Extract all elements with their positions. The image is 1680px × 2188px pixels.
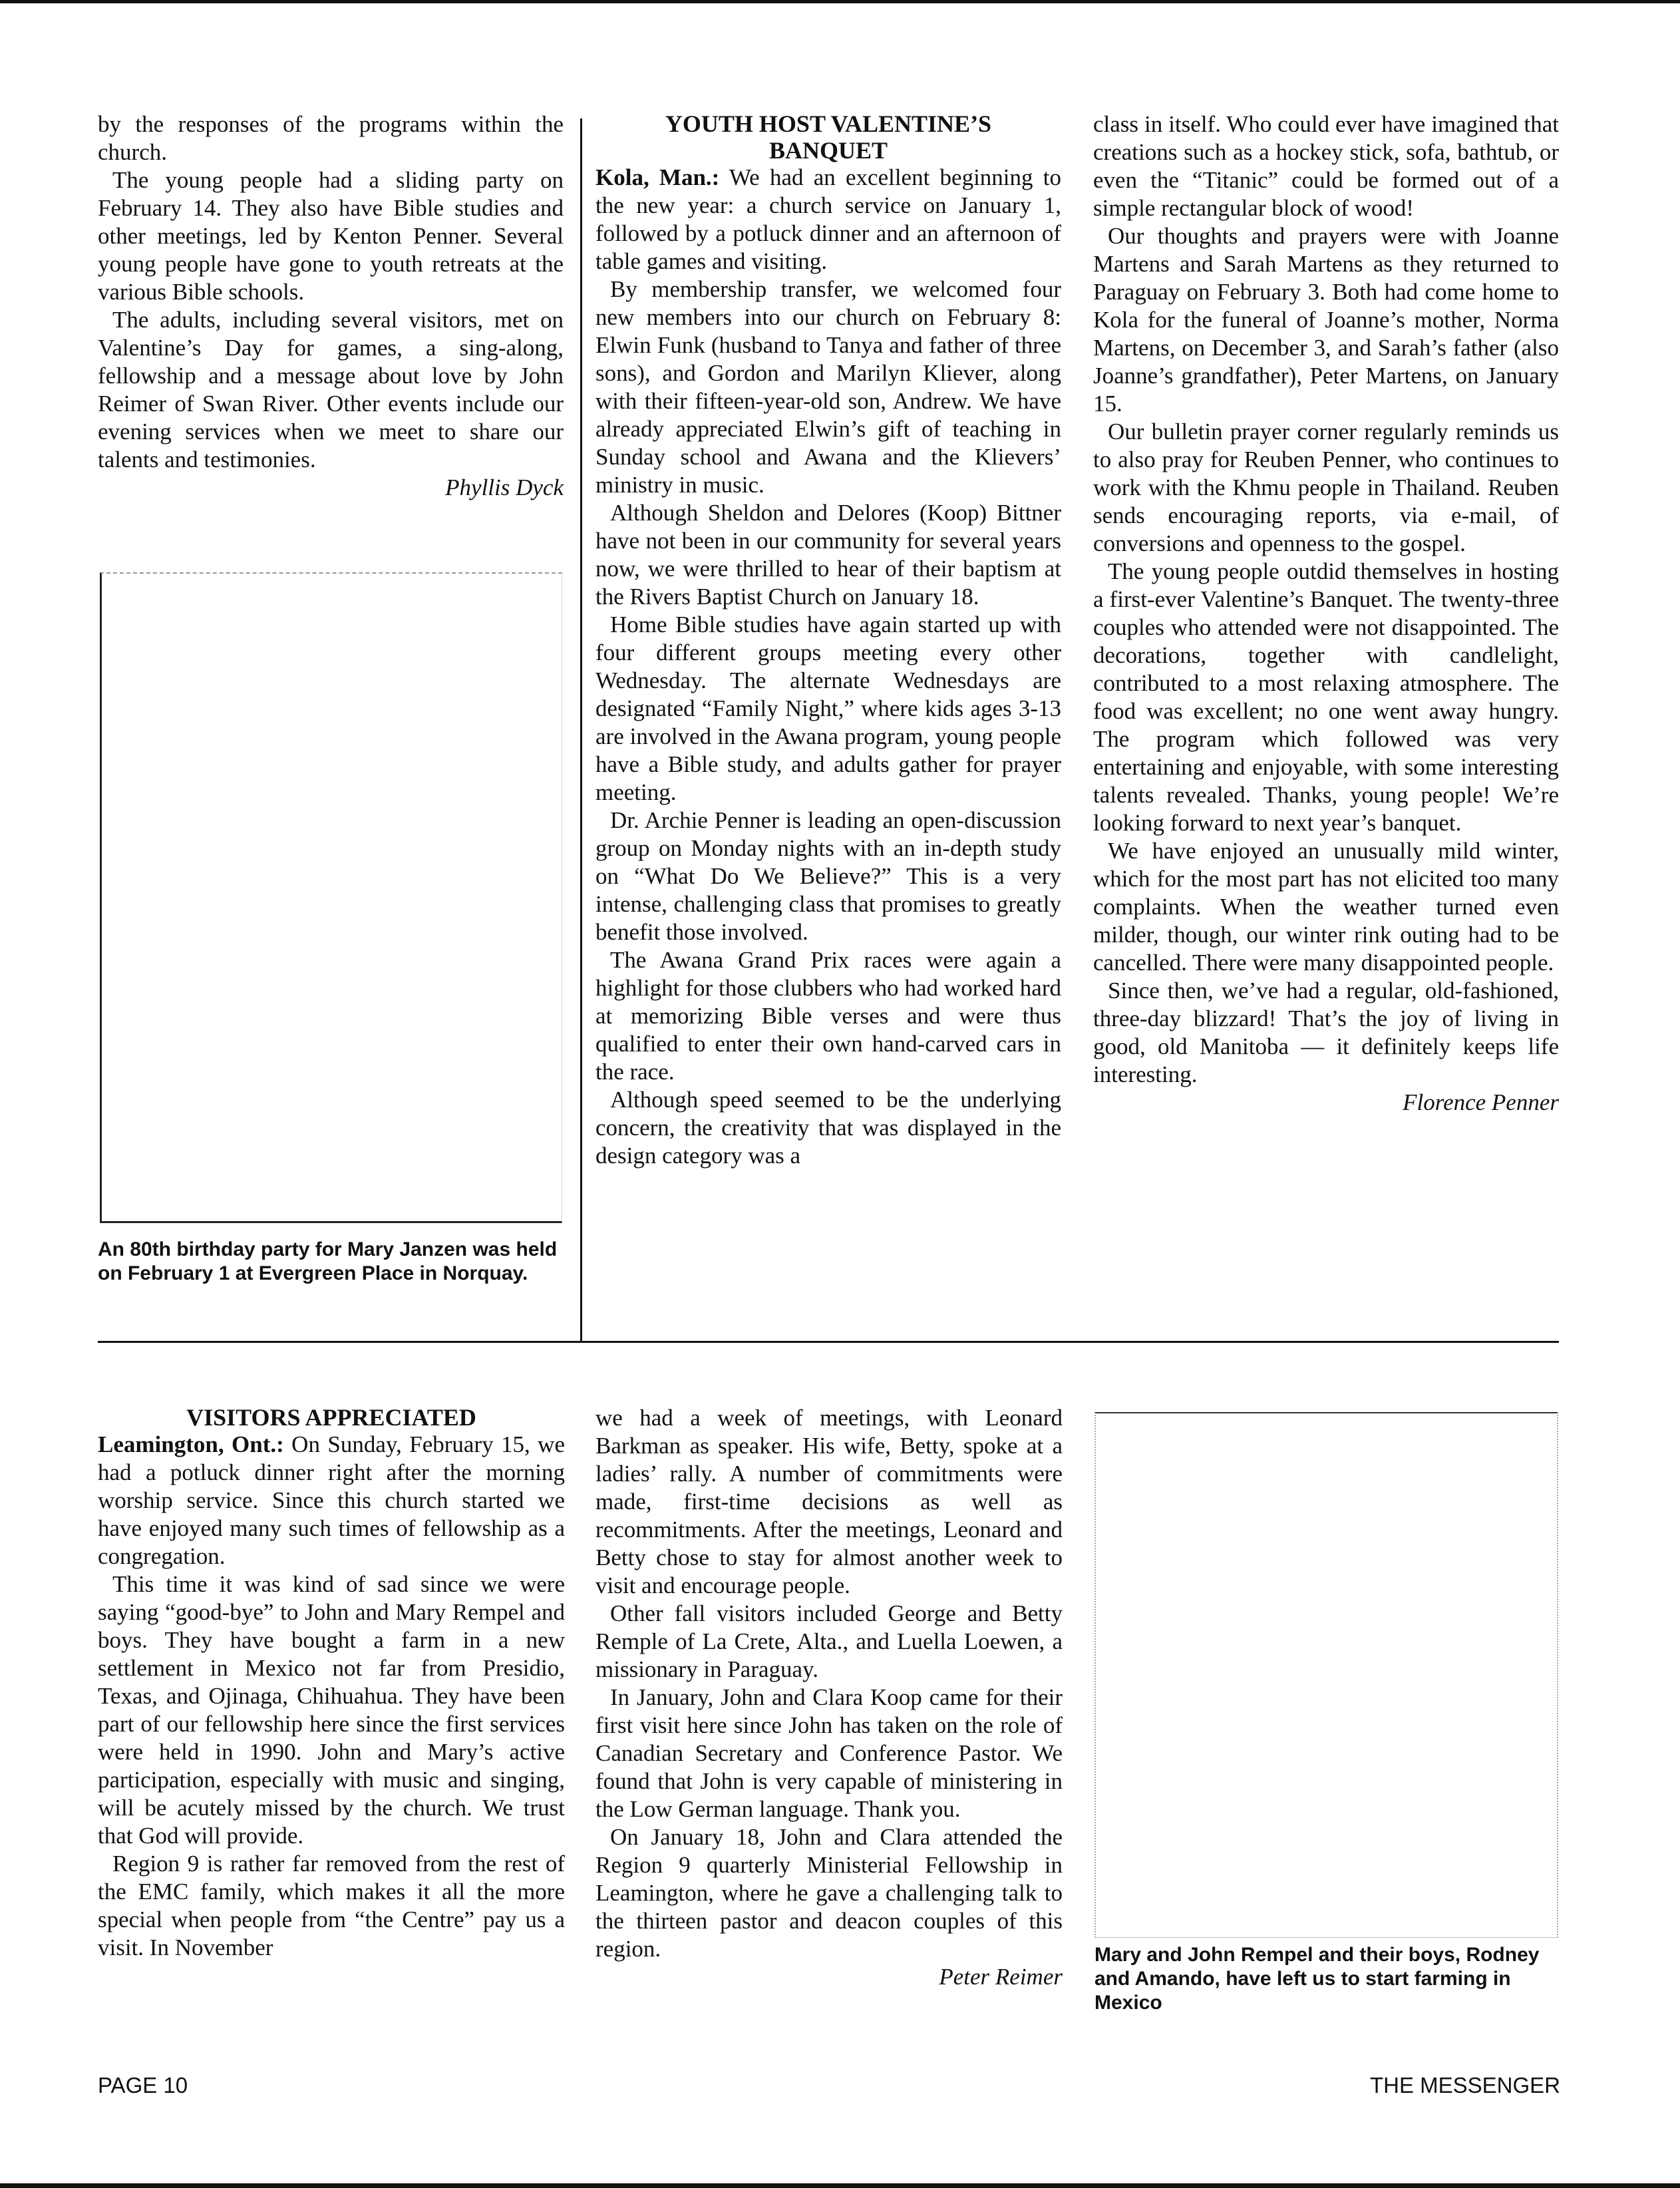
youth-lead-paragraph: Kola, Man.: We had an excellent beginning to the new year: a church service on January 1, followed by a potluck dinner and an afternoon of table games and visiting.	[595, 164, 1061, 274]
paragraph: The Awana Grand Prix races were again a highlight for those clubbers who had worked hard at memorizing Bible verses and were thus qualified to enter their own hand-carved cars in the race.	[595, 947, 1061, 1085]
paragraph: Region 9 is rather far removed from the rest of the EMC family, which makes it all the more special when people from “the Centre” pay us a visit. In November	[98, 1851, 565, 1960]
birthday-photo	[100, 572, 562, 1223]
byline: Phyllis Dyck	[445, 474, 564, 500]
paragraph: This time it was kind of sad since we were saying “good-bye” to John and Mary Rempel and boys. They have bought a farm in a new settlement in Mexico not far from Presidio, Texas, and Ojinaga, Chihuahua. They have been part of our fellowship here since the first services were held in 1990. John and Mary’s active participation, especially with music and singing, will be acutely missed by the church. We trust that God will provide.	[98, 1571, 565, 1849]
paragraph: The young people outdid themselves in hosting a first-ever Valentine’s Banquet. The twenty-three couples who attended were not disappointed. The decorations, together with candlelight, contributed to a most relaxing atmosphere. The food was excellent; no one went away hungry. The program which followed was very entertaining and enjoyable, with some interesting talents revealed. Thanks, young people! We’re looking forward to next year’s banquet.	[1093, 558, 1559, 836]
paragraph: On January 18, John and Clara attended the Region 9 quarterly Ministerial Fellowship in Leamington, where he gave a challenging talk to the thirteen pastor and deacon couples of this region.	[595, 1824, 1063, 1962]
paragraph: Other fall visitors included George and Betty Remple of La Crete, Alta., and Luella Loewen, a missionary in Paraguay.	[595, 1600, 1063, 1682]
paragraph: The adults, including several visitors, met on Valentine’s Day for games, a sing-along, fellowship and a message about love by John Reimer of Swan River. Other events include our evening services when we meet to share our talents and testimonies.	[98, 307, 564, 472]
visitors-lead-paragraph: Leamington, Ont.: On Sunday, February 15, we had a potluck dinner right after the morning worship service. Since this church started we have enjoyed many such times of fellowship as a congregation.	[98, 1431, 565, 1569]
location-label: Kola, Man.:	[595, 164, 720, 190]
publication-name: THE MESSENGER	[1369, 2073, 1560, 2097]
paragraph: we had a week of meetings, with Leonard Barkman as speaker. His wife, Betty, spoke at a ladies’ rally. A number of commitments were made, first-time decisions as well as recommitments. After the meetings, Leonard and Betty chose to stay for almost another week to visit and encourage people.	[595, 1405, 1063, 1598]
location-label: Leamington, Ont.:	[98, 1431, 284, 1457]
paragraph: class in itself. Who could ever have imagined that creations such as a hockey stick, sofa, bathtub, or even the “Titanic” could be formed out of a simple rectangular block of wood!	[1093, 111, 1559, 221]
paragraph: By membership transfer, we welcomed four new members into our church on February 8: Elwin Funk (husband to Tanya and father of three sons), and Gordon and Marilyn Kliever, along with their fifteen-year-old son, Andrew. We have already appreciated Elwin’s gift of teaching in Sunday school and Awana and the Klievers’ ministry in music.	[595, 276, 1061, 498]
visitors-headline: VISITORS APPRECIATED	[186, 1404, 476, 1431]
rempel-family-photo	[1094, 1412, 1558, 1938]
byline: Peter Reimer	[939, 1964, 1063, 1990]
youth-article-column-1	[595, 110, 1061, 1170]
paragraph: by the responses of the programs within the church.	[98, 111, 564, 165]
section-divider	[98, 1341, 1559, 1343]
visitors-article-column-1	[98, 1404, 565, 1962]
paragraph: Our thoughts and prayers were with Joanne Martens and Sarah Martens as they returned to Paraguay on February 3. Both had come home to Kola for the funeral of Joanne’s mother, Norma Martens, on December 3, and Sarah’s father (also Joanne’s grandfather), Peter Martens, on January 15.	[1093, 223, 1559, 417]
top-border	[0, 0, 1680, 3]
paragraph: Dr. Archie Penner is leading an open-discussion group on Monday nights with an in-depth study on “What Do We Believe?” This is a very intense, challenging class that promises to greatly benefit those involved.	[595, 807, 1061, 945]
paragraph: Our bulletin prayer corner regularly reminds us to also pray for Reuben Penner, who continues to work with the Khmu people in Thailand. Reuben sends encouraging reports, via e-mail, of conversions and openness to the gospel.	[1093, 419, 1559, 556]
paragraph: Although speed seemed to be the underlying concern, the creativity that was displayed in the design category was a	[595, 1087, 1061, 1169]
paragraph: Since then, we’ve had a regular, old-fashioned, three-day blizzard! That’s the joy of living in good, old Manitoba — it definitely keeps life interesting.	[1093, 978, 1559, 1087]
paragraph: We have enjoyed an unusually mild winter, which for the most part has not elicited too many complaints. When the weather turned even milder, though, our winter rink outing had to be cancelled. There were many disappointed people.	[1093, 838, 1559, 976]
bottom-border	[0, 2183, 1680, 2188]
paragraph: The young people had a sliding party on February 14. They also have Bible studies and other meetings, led by Kenton Penner. Several young people have gone to youth retreats at the various Bible schools.	[98, 167, 564, 305]
rempel-photo-caption: Mary and John Rempel and their boys, Rodney and Amando, have left us to start farming in Mexico	[1094, 1944, 1540, 2014]
youth-article-column-2	[1093, 110, 1559, 1117]
birthday-photo-caption: An 80th birthday party for Mary Janzen was held on February 1 at Evergreen Place in Norquay.	[98, 1238, 558, 1284]
paragraph: In January, John and Clara Koop came for their first visit here since John has taken on the role of Canadian Secretary and Conference Pastor. We found that John is very capable of ministering in the Low German language. Thank you.	[595, 1684, 1063, 1822]
column-divider	[580, 118, 582, 1343]
visitors-article-column-2	[595, 1404, 1063, 1991]
paragraph: Home Bible studies have again started up with four different groups meeting every other Wednesday. The alternate Wednesdays are designated “Family Night,” where kids ages 3-13 are involved in the Awana program, young people have a Bible study, and adults gather for prayer meeting.	[595, 612, 1061, 805]
paragraph: Although Sheldon and Delores (Koop) Bittner have not been in our community for several years now, we were thrilled to hear of their baptism at the Rivers Baptist Church on January 18.	[595, 500, 1061, 610]
top-left-column	[98, 110, 564, 502]
byline: Florence Penner	[1403, 1089, 1559, 1115]
youth-headline: YOUTH HOST VALENTINE’S BANQUET	[665, 110, 992, 164]
page-number: PAGE 10	[98, 2073, 188, 2097]
